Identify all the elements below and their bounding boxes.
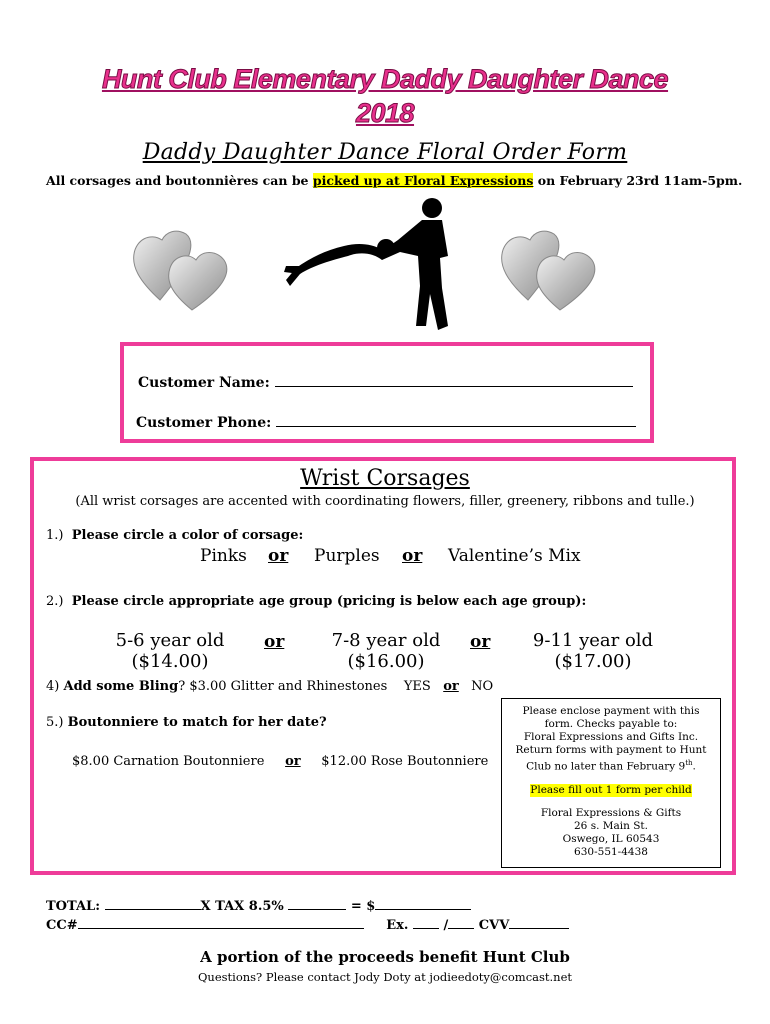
one-form-per-child-note: Please fill out 1 form per child xyxy=(530,783,692,796)
hearts-right-icon xyxy=(498,222,608,312)
customer-name-field[interactable] xyxy=(275,372,633,387)
cvv-field[interactable] xyxy=(509,916,569,929)
tax-field[interactable] xyxy=(288,897,346,910)
page-title: Hunt Club Elementary Daddy Daughter Dance xyxy=(101,64,669,94)
expiry-year-field[interactable] xyxy=(448,916,474,929)
question-5-number: 5.) xyxy=(46,715,64,730)
expiry-slash: / xyxy=(438,918,449,933)
payment-info-box xyxy=(501,698,721,868)
customer-name-label: Customer Name: xyxy=(138,375,275,391)
payment-deadline: Club no later than February 9th. xyxy=(526,759,696,773)
question-1-number: 1.) xyxy=(46,528,64,543)
proceeds-note: A portion of the proceeds benefit Hunt Club xyxy=(200,948,570,966)
pickup-highlight: picked up at Floral Expressions xyxy=(312,173,534,188)
question-5 xyxy=(46,715,327,730)
or-label: or xyxy=(402,546,423,566)
tax-label: X TAX 8.5% xyxy=(200,899,289,914)
bling-yes-option[interactable]: YES xyxy=(403,679,431,694)
hearts-left-icon xyxy=(130,222,240,312)
customer-phone-row xyxy=(136,412,636,431)
customer-name-row xyxy=(138,372,633,391)
customer-phone-label: Customer Phone: xyxy=(136,415,277,431)
wrist-corsages-note: (All wrist corsages are accented with coordinating flowers, filler, greenery, ribbons and tulle.) xyxy=(75,494,695,509)
question-4-text: ? $3.00 Glitter and Rhinestones xyxy=(178,679,388,694)
expiry-label: Ex. xyxy=(386,918,413,933)
cvv-label: CVV xyxy=(474,918,510,933)
question-2-text: Please circle appropriate age group (pricing is below each age group): xyxy=(71,594,587,609)
color-option-purples[interactable]: Purples xyxy=(314,546,380,566)
total-label: TOTAL: xyxy=(46,899,105,914)
age-label: 5-6 year old xyxy=(115,630,225,651)
store-name: Floral Expressions & Gifts xyxy=(540,806,682,819)
or-label: or xyxy=(443,679,459,694)
age-price: ($17.00) xyxy=(554,651,632,672)
total-row xyxy=(46,897,471,914)
payment-line: Floral Expressions and Gifts Inc. xyxy=(523,731,699,743)
color-option-valentines-mix[interactable]: Valentine’s Mix xyxy=(448,546,581,566)
question-2 xyxy=(46,594,586,609)
age-label: 7-8 year old xyxy=(331,630,441,651)
question-1 xyxy=(46,528,303,543)
payment-line: Return forms with payment to Hunt xyxy=(515,744,707,756)
customer-phone-field[interactable] xyxy=(276,412,636,427)
total-field[interactable] xyxy=(105,897,201,910)
equals-label: = $ xyxy=(346,899,376,914)
color-option-pinks[interactable]: Pinks xyxy=(200,546,247,566)
age-option-7-8[interactable] xyxy=(326,630,446,672)
boutonniere-options xyxy=(72,754,488,769)
age-price: ($14.00) xyxy=(131,651,209,672)
pickup-text-pre: All corsages and boutonnières can be xyxy=(46,173,313,188)
boutonniere-rose-option[interactable]: $12.00 Rose Boutonniere xyxy=(321,754,489,769)
customer-info-box xyxy=(120,342,654,443)
store-street: 26 s. Main St. xyxy=(574,819,648,832)
contact-note: Questions? Please contact Jody Doty at jodieedoty@comcast.net xyxy=(197,970,573,984)
payment-card-row xyxy=(46,916,569,933)
cc-number-field[interactable] xyxy=(78,916,364,929)
age-price: ($16.00) xyxy=(347,651,425,672)
question-4 xyxy=(46,679,493,694)
store-phone: 630-551-4438 xyxy=(574,845,648,858)
expiry-month-field[interactable] xyxy=(413,916,439,929)
question-4-bold: Add some Bling xyxy=(63,679,179,694)
page-title-year: 2018 xyxy=(355,98,415,128)
question-4-number: 4) xyxy=(46,679,60,694)
question-1-text: Please circle a color of corsage: xyxy=(71,528,304,543)
question-2-number: 2.) xyxy=(46,594,64,609)
or-label: or xyxy=(285,754,301,769)
cc-label: CC# xyxy=(46,918,78,933)
age-label: 9-11 year old xyxy=(532,630,654,651)
age-option-5-6[interactable] xyxy=(110,630,230,672)
pickup-info xyxy=(46,173,742,188)
question-5-text: Boutonniere to match for her date? xyxy=(67,715,327,730)
payment-line: form. Checks payable to: xyxy=(544,718,678,730)
payment-line: Please enclose payment with this xyxy=(522,705,700,717)
wrist-corsages-heading: Wrist Corsages xyxy=(300,466,470,491)
grand-total-field[interactable] xyxy=(375,897,471,910)
store-city: Oswego, IL 60543 xyxy=(562,832,660,845)
or-label: or xyxy=(470,632,491,652)
pickup-text-post: on February 23rd 11am-5pm. xyxy=(533,173,743,188)
age-option-9-11[interactable] xyxy=(528,630,658,672)
bling-no-option[interactable]: NO xyxy=(471,679,494,694)
dancers-silhouette-icon xyxy=(282,196,472,336)
or-label: or xyxy=(268,546,289,566)
form-title: Daddy Daughter Dance Floral Order Form xyxy=(142,140,628,165)
or-label: or xyxy=(264,632,285,652)
boutonniere-carnation-option[interactable]: $8.00 Carnation Boutonniere xyxy=(72,754,265,769)
